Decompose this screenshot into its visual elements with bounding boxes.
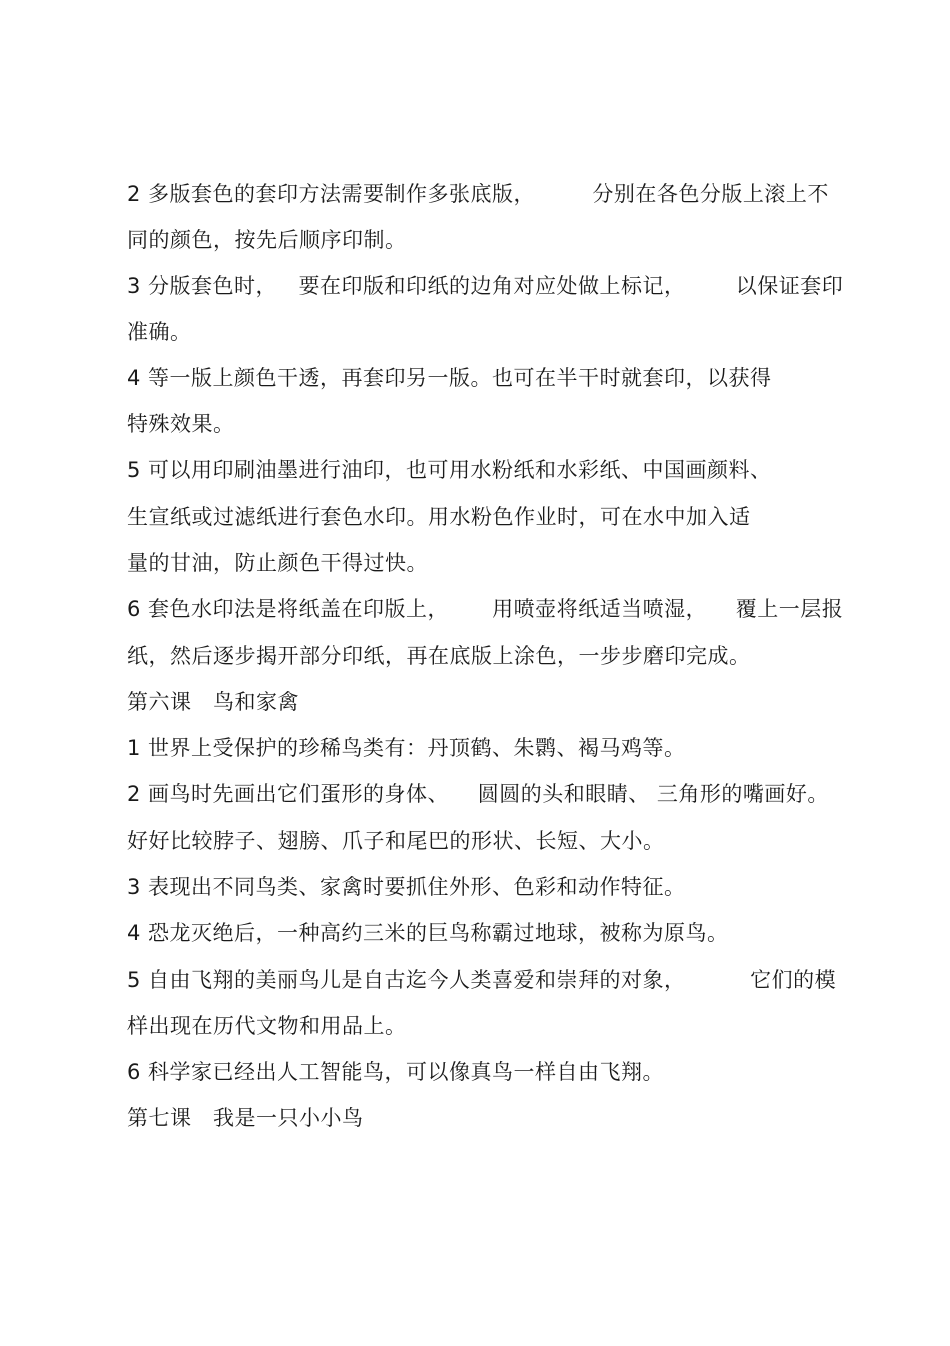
text-line: 2 画鸟时先画出它们蛋形的身体、 圆圆的头和眼睛、 三角形的嘴画好。 xyxy=(127,782,829,806)
text-line: 6 科学家已经出人工智能鸟，可以像真鸟一样自由飞翔。 xyxy=(127,1060,665,1084)
text-line: 准确。 xyxy=(127,320,192,344)
text-line: 3 表现出不同鸟类、家禽时要抓住外形、色彩和动作特征。 xyxy=(127,875,686,899)
text-line: 同的颜色，按先后顺序印制。 xyxy=(127,228,407,252)
section-heading: 第七课 我是一只小小鸟 xyxy=(127,1106,364,1130)
text-line: 6 套色水印法是将纸盖在印版上， 用喷壶将纸适当喷湿， 覆上一层报 xyxy=(127,597,844,621)
text-line: 量的甘油，防止颜色干得过快。 xyxy=(127,551,428,575)
text-line: 纸，然后逐步揭开部分印纸，再在底版上涂色，一步步磨印完成。 xyxy=(127,644,751,668)
section-heading: 第六课 鸟和家禽 xyxy=(127,690,300,714)
text-line: 3 分版套色时， 要在印版和印纸的边角对应处做上标记， 以保证套印 xyxy=(127,274,844,298)
text-line: 5 自由飞翔的美丽鸟儿是自古迄今人类喜爱和崇拜的对象， 它们的模 xyxy=(127,968,837,992)
text-line: 好好比较脖子、翅膀、爪子和尾巴的形状、长短、大小。 xyxy=(127,829,665,853)
text-line: 特殊效果。 xyxy=(127,412,235,436)
text-line: 4 等一版上颜色干透，再套印另一版。也可在半干时就套印，以获得 xyxy=(127,366,772,390)
text-line: 生宣纸或过滤纸进行套色水印。用水粉色作业时，可在水中加入适 xyxy=(127,505,751,529)
text-line: 5 可以用印刷油墨进行油印，也可用水粉纸和水彩纸、中国画颜料、 xyxy=(127,458,772,482)
text-line: 2 多版套色的套印方法需要制作多张底版， 分别在各色分版上滚上不 xyxy=(127,182,829,206)
text-line: 样出现在历代文物和用品上。 xyxy=(127,1014,407,1038)
text-line: 4 恐龙灭绝后，一种高约三米的巨鸟称霸过地球，被称为原鸟。 xyxy=(127,921,729,945)
text-line: 1 世界上受保护的珍稀鸟类有：丹顶鹤、朱鹮、褐马鸡等。 xyxy=(127,736,686,760)
